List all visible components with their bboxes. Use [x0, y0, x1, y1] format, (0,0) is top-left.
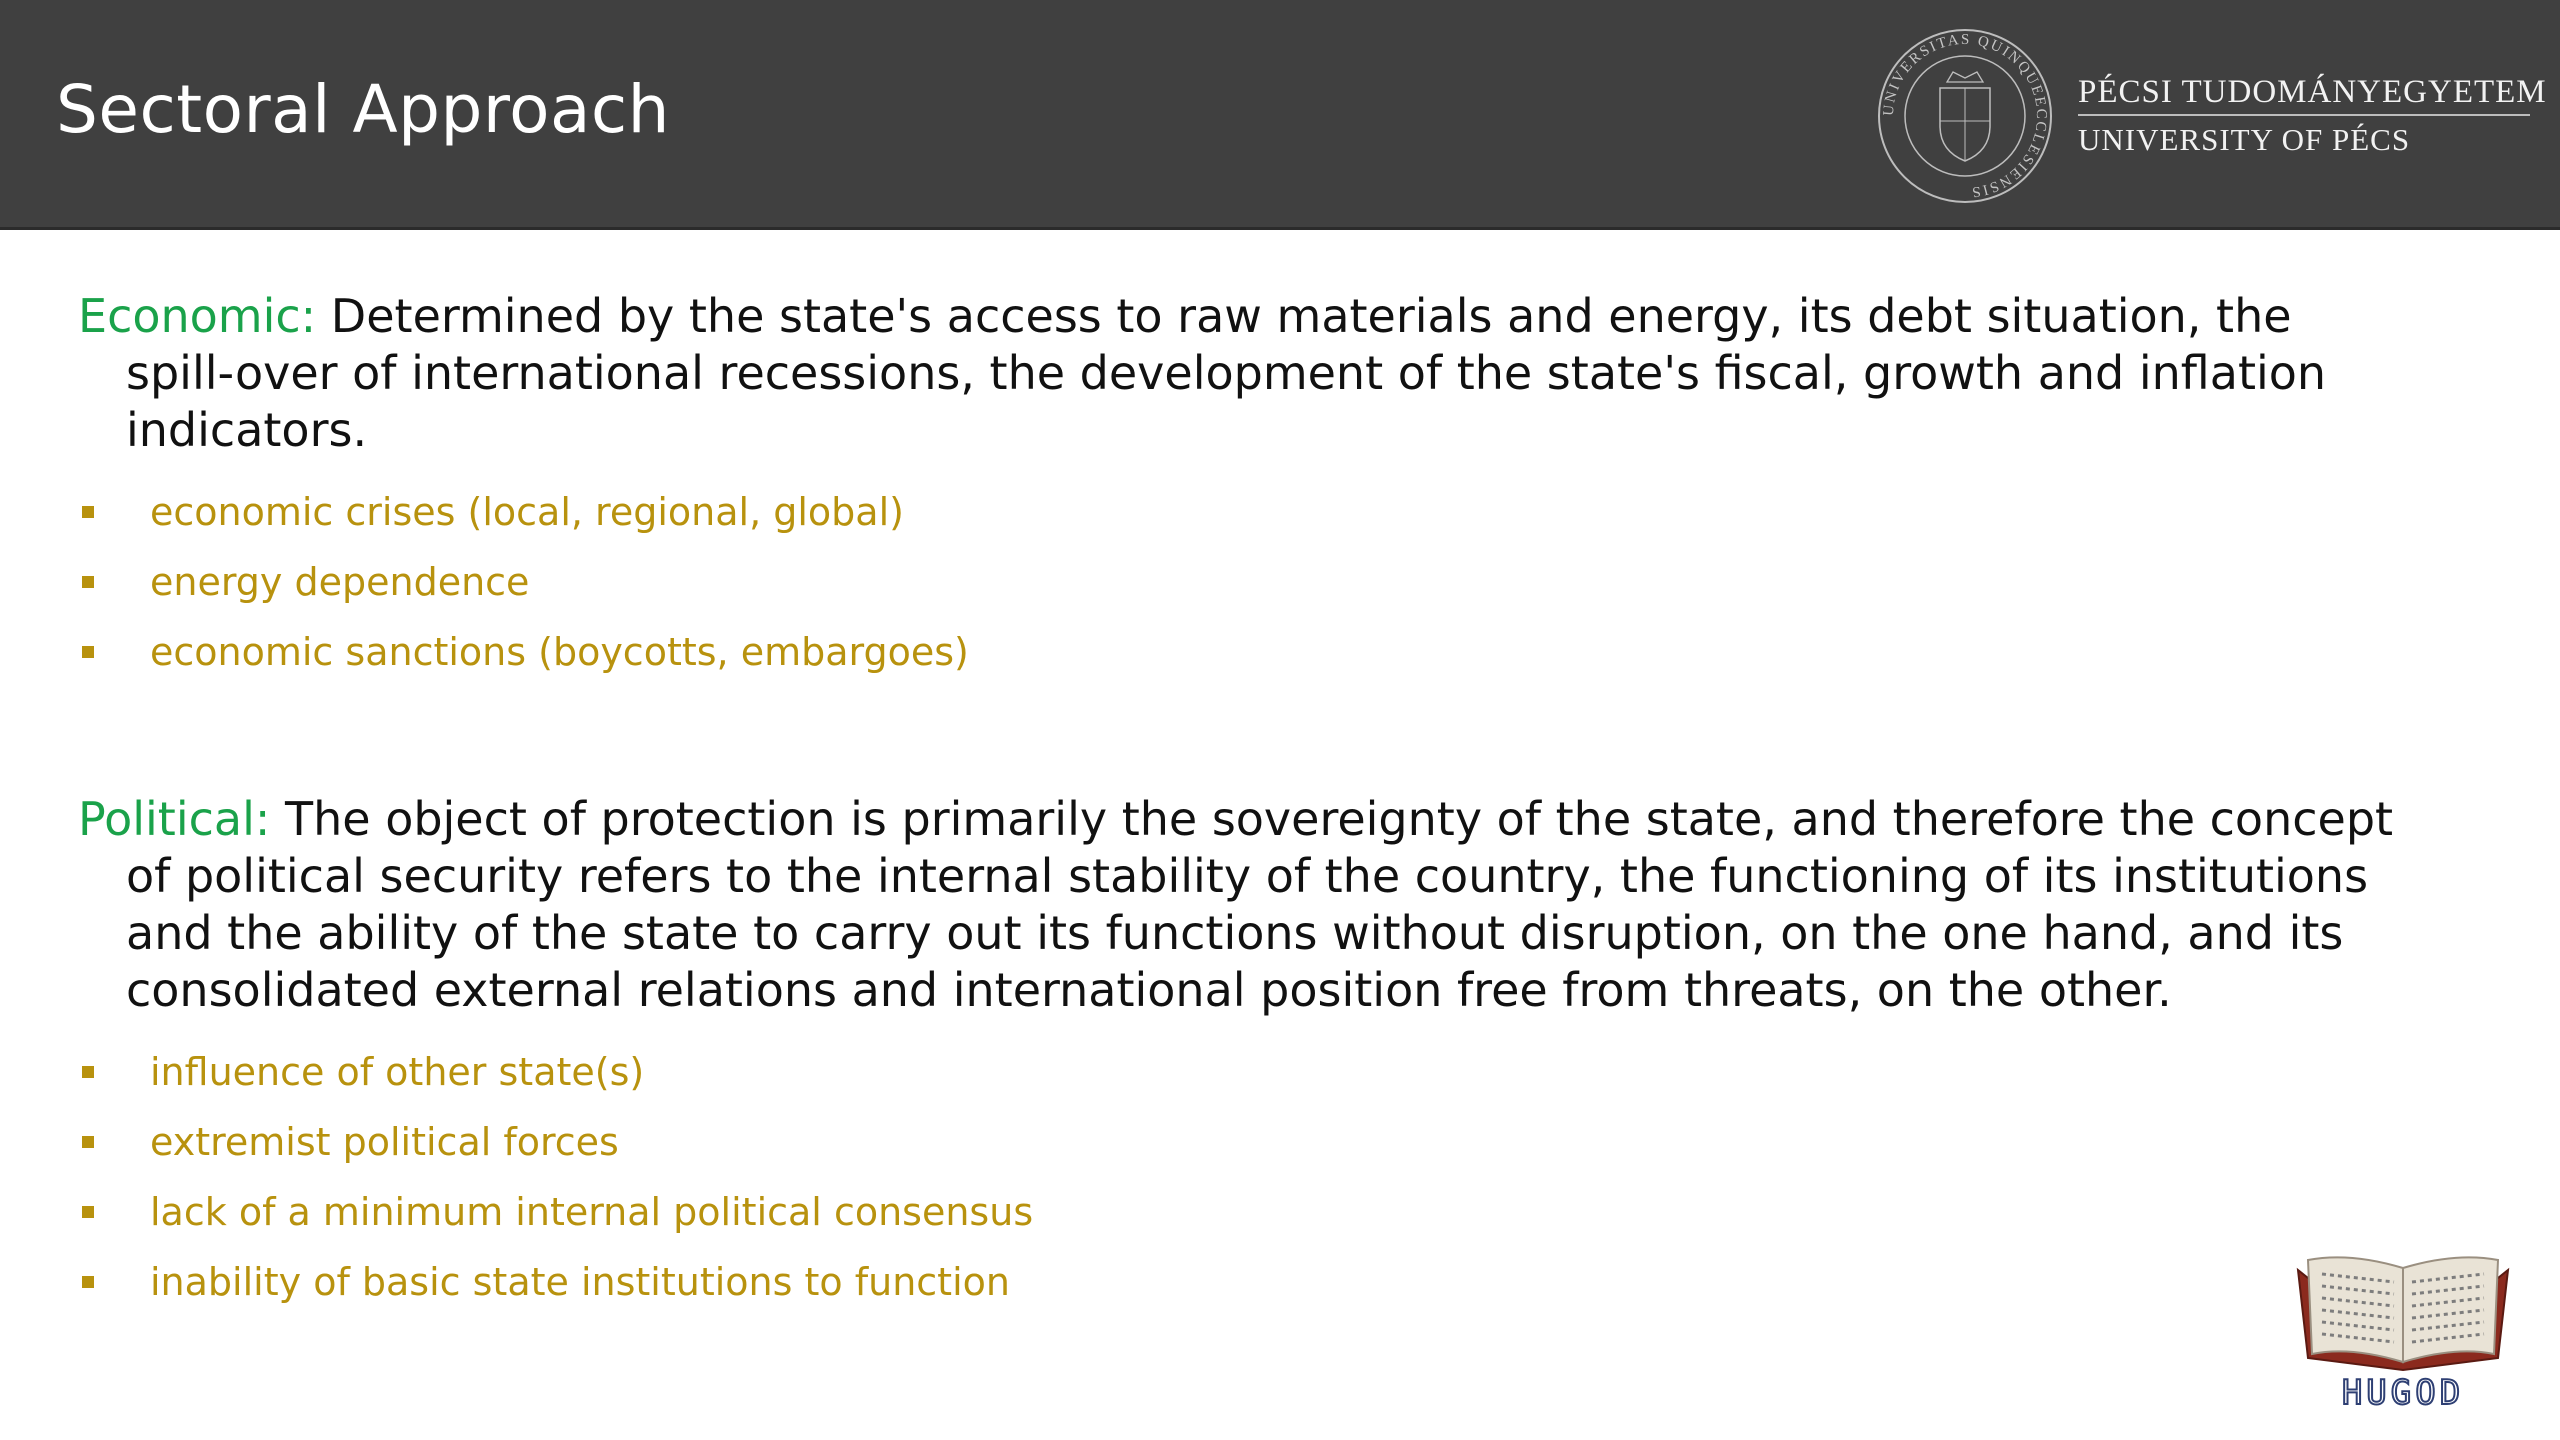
bullet-square-icon	[82, 576, 94, 588]
bullet-square-icon	[82, 1136, 94, 1148]
economic-text: Determined by the state's access to raw materials and energy, its debt situation, the spill-over of international recessions, the development of the state's fiscal, growth and inflation indicators.	[126, 289, 2327, 457]
slide-header	[0, 0, 2560, 230]
list-item: influence of other state(s)	[78, 1037, 2408, 1107]
bullet-square-icon	[82, 646, 94, 658]
university-name-en: UNIVERSITY OF PÉCS	[2078, 122, 2411, 157]
hugod-book-logo-icon	[2290, 1250, 2516, 1410]
list-item: extremist political forces	[78, 1107, 2408, 1177]
bullet-square-icon	[82, 1066, 94, 1078]
economic-lead: Economic:	[78, 289, 317, 343]
university-name-hu: PÉCSI TUDOMÁNYEGYETEM	[2078, 74, 2547, 110]
bullet-square-icon	[82, 506, 94, 518]
political-paragraph	[78, 791, 2408, 1019]
bullet-square-icon	[82, 1276, 94, 1288]
list-item: lack of a minimum internal political consensus	[78, 1177, 2408, 1247]
list-item: energy dependence	[78, 547, 2408, 617]
list-item: economic sanctions (boycotts, embargoes)	[78, 617, 2408, 687]
economic-bullet-list	[78, 477, 2408, 687]
slide-title: Sectoral Approach	[56, 71, 671, 148]
svg-text:UNIVERSITAS QUINQUEECCLESIENSI: UNIVERSITAS QUINQUEECCLESIENSIS	[1880, 31, 2050, 200]
section-spacer	[78, 687, 2408, 791]
political-text: The object of protection is primarily the sovereignty of the state, and therefore the concept of political security refers to the internal stability of the country, the functioning of its institutions and the ability of the state to carry out its functions without disruption, on the one hand, and its consolidated external relations and international position free from threats, on the other.	[126, 792, 2394, 1017]
list-item: inability of basic state institutions to function	[78, 1247, 2408, 1317]
slide-body	[78, 288, 2408, 1317]
svg-text:HUGOD: HUGOD	[2341, 1373, 2465, 1410]
bullet-square-icon	[82, 1206, 94, 1218]
list-item: economic crises (local, regional, global)	[78, 477, 2408, 547]
university-seal-icon	[1875, 26, 2055, 206]
political-bullet-list	[78, 1037, 2408, 1317]
economic-paragraph	[78, 288, 2408, 459]
political-lead: Political:	[78, 792, 271, 846]
